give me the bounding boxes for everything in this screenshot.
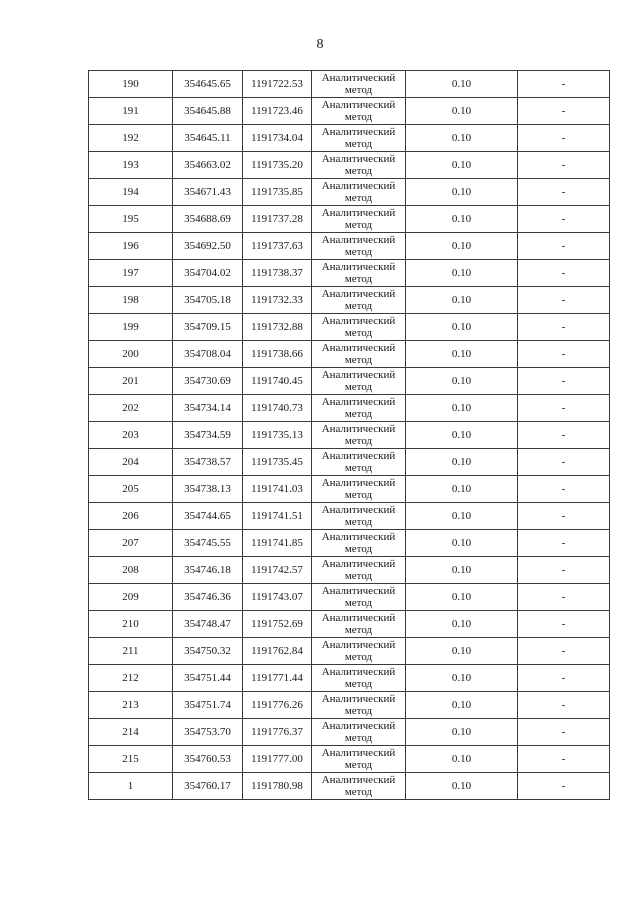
coordinate-x-cell: 354746.18 — [173, 557, 243, 584]
method-line-1: Аналитический — [321, 612, 396, 624]
method-line-2: метод — [344, 381, 373, 393]
method-line-2: метод — [344, 462, 373, 474]
note-cell: - — [518, 611, 610, 638]
coordinate-y-cell: 1191722.53 — [243, 71, 312, 98]
point-number-cell: 206 — [89, 503, 173, 530]
point-number-cell: 202 — [89, 395, 173, 422]
method-line-2: метод — [344, 84, 373, 96]
coordinate-y-cell: 1191777.00 — [243, 746, 312, 773]
note-cell: - — [518, 584, 610, 611]
method-line-1: Аналитический — [321, 288, 396, 300]
table-row — [89, 125, 610, 152]
coordinate-x-cell: 354730.69 — [173, 368, 243, 395]
accuracy-cell: 0.10 — [406, 692, 518, 719]
coordinate-x-cell: 354760.53 — [173, 746, 243, 773]
note-cell: - — [518, 152, 610, 179]
method-cell — [312, 773, 406, 800]
coordinate-x-cell: 354760.17 — [173, 773, 243, 800]
coordinate-x-cell: 354692.50 — [173, 233, 243, 260]
method-cell — [312, 206, 406, 233]
coordinate-y-cell: 1191740.45 — [243, 368, 312, 395]
method-cell — [312, 152, 406, 179]
method-line-2: метод — [344, 624, 373, 636]
note-cell: - — [518, 746, 610, 773]
coordinate-x-cell: 354734.14 — [173, 395, 243, 422]
method-cell — [312, 449, 406, 476]
method-line-1: Аналитический — [321, 369, 396, 381]
coordinate-y-cell: 1191743.07 — [243, 584, 312, 611]
method-cell — [312, 395, 406, 422]
accuracy-cell: 0.10 — [406, 314, 518, 341]
coordinate-y-cell: 1191735.20 — [243, 152, 312, 179]
table-row — [89, 638, 610, 665]
table-row — [89, 152, 610, 179]
accuracy-cell: 0.10 — [406, 179, 518, 206]
table-row — [89, 557, 610, 584]
accuracy-cell: 0.10 — [406, 260, 518, 287]
accuracy-cell: 0.10 — [406, 341, 518, 368]
coordinate-y-cell: 1191741.51 — [243, 503, 312, 530]
method-cell — [312, 314, 406, 341]
accuracy-cell: 0.10 — [406, 719, 518, 746]
method-cell — [312, 98, 406, 125]
method-line-1: Аналитический — [321, 99, 396, 111]
method-line-2: метод — [344, 597, 373, 609]
method-cell — [312, 71, 406, 98]
method-line-2: метод — [344, 543, 373, 555]
accuracy-cell: 0.10 — [406, 287, 518, 314]
accuracy-cell: 0.10 — [406, 773, 518, 800]
method-cell — [312, 179, 406, 206]
coordinate-x-cell: 354745.55 — [173, 530, 243, 557]
coordinate-y-cell: 1191742.57 — [243, 557, 312, 584]
table-row — [89, 449, 610, 476]
note-cell: - — [518, 341, 610, 368]
accuracy-cell: 0.10 — [406, 638, 518, 665]
point-number-cell: 199 — [89, 314, 173, 341]
method-line-2: метод — [344, 786, 373, 798]
method-line-1: Аналитический — [321, 315, 396, 327]
method-line-1: Аналитический — [321, 693, 396, 705]
table-row — [89, 341, 610, 368]
note-cell: - — [518, 368, 610, 395]
table-row — [89, 503, 610, 530]
method-line-1: Аналитический — [321, 261, 396, 273]
coordinate-x-cell: 354738.57 — [173, 449, 243, 476]
method-line-2: метод — [344, 516, 373, 528]
method-line-1: Аналитический — [321, 180, 396, 192]
method-cell — [312, 746, 406, 773]
table-row — [89, 71, 610, 98]
point-number-cell: 205 — [89, 476, 173, 503]
coordinate-x-cell: 354750.32 — [173, 638, 243, 665]
coordinate-y-cell: 1191762.84 — [243, 638, 312, 665]
method-line-2: метод — [344, 678, 373, 690]
method-line-2: метод — [344, 732, 373, 744]
method-line-2: метод — [344, 192, 373, 204]
accuracy-cell: 0.10 — [406, 206, 518, 233]
method-line-1: Аналитический — [321, 423, 396, 435]
method-line-2: метод — [344, 759, 373, 771]
method-cell — [312, 287, 406, 314]
method-line-2: метод — [344, 651, 373, 663]
accuracy-cell: 0.10 — [406, 476, 518, 503]
point-number-cell: 190 — [89, 71, 173, 98]
coordinate-x-cell: 354704.02 — [173, 260, 243, 287]
table-row — [89, 530, 610, 557]
method-line-2: метод — [344, 219, 373, 231]
accuracy-cell: 0.10 — [406, 584, 518, 611]
method-cell — [312, 557, 406, 584]
method-cell — [312, 341, 406, 368]
table-row — [89, 314, 610, 341]
coordinate-y-cell: 1191735.45 — [243, 449, 312, 476]
coordinate-x-cell: 354746.36 — [173, 584, 243, 611]
method-line-1: Аналитический — [321, 450, 396, 462]
coordinate-x-cell: 354645.88 — [173, 98, 243, 125]
point-number-cell: 210 — [89, 611, 173, 638]
table-row — [89, 773, 610, 800]
coordinate-x-cell: 354708.04 — [173, 341, 243, 368]
table-row — [89, 422, 610, 449]
coordinate-y-cell: 1191737.63 — [243, 233, 312, 260]
accuracy-cell: 0.10 — [406, 98, 518, 125]
method-cell — [312, 692, 406, 719]
method-line-1: Аналитический — [321, 504, 396, 516]
accuracy-cell: 0.10 — [406, 503, 518, 530]
point-number-cell: 207 — [89, 530, 173, 557]
method-line-2: метод — [344, 165, 373, 177]
accuracy-cell: 0.10 — [406, 152, 518, 179]
note-cell: - — [518, 449, 610, 476]
point-number-cell: 1 — [89, 773, 173, 800]
point-number-cell: 197 — [89, 260, 173, 287]
method-line-2: метод — [344, 489, 373, 501]
method-cell — [312, 719, 406, 746]
accuracy-cell: 0.10 — [406, 368, 518, 395]
point-number-cell: 201 — [89, 368, 173, 395]
method-line-1: Аналитический — [321, 531, 396, 543]
coordinate-x-cell: 354705.18 — [173, 287, 243, 314]
note-cell: - — [518, 71, 610, 98]
point-number-cell: 213 — [89, 692, 173, 719]
point-number-cell: 204 — [89, 449, 173, 476]
coordinate-x-cell: 354751.44 — [173, 665, 243, 692]
point-number-cell: 195 — [89, 206, 173, 233]
point-number-cell: 193 — [89, 152, 173, 179]
method-line-1: Аналитический — [321, 126, 396, 138]
note-cell: - — [518, 395, 610, 422]
table-row — [89, 476, 610, 503]
note-cell: - — [518, 503, 610, 530]
method-line-1: Аналитический — [321, 747, 396, 759]
coordinate-y-cell: 1191776.26 — [243, 692, 312, 719]
method-line-2: метод — [344, 435, 373, 447]
method-line-2: метод — [344, 705, 373, 717]
method-line-2: метод — [344, 354, 373, 366]
accuracy-cell: 0.10 — [406, 449, 518, 476]
method-line-1: Аналитический — [321, 720, 396, 732]
coordinate-x-cell: 354663.02 — [173, 152, 243, 179]
accuracy-cell: 0.10 — [406, 125, 518, 152]
method-cell — [312, 422, 406, 449]
note-cell: - — [518, 665, 610, 692]
coordinate-x-cell: 354748.47 — [173, 611, 243, 638]
method-line-1: Аналитический — [321, 585, 396, 597]
method-line-1: Аналитический — [321, 234, 396, 246]
accuracy-cell: 0.10 — [406, 530, 518, 557]
accuracy-cell: 0.10 — [406, 557, 518, 584]
note-cell: - — [518, 98, 610, 125]
method-line-1: Аналитический — [321, 396, 396, 408]
method-cell — [312, 233, 406, 260]
coordinate-y-cell: 1191732.33 — [243, 287, 312, 314]
table-row — [89, 98, 610, 125]
table-row — [89, 260, 610, 287]
coordinate-y-cell: 1191738.66 — [243, 341, 312, 368]
point-number-cell: 198 — [89, 287, 173, 314]
table-row — [89, 611, 610, 638]
coordinate-y-cell: 1191741.03 — [243, 476, 312, 503]
coordinate-y-cell: 1191737.28 — [243, 206, 312, 233]
coordinate-x-cell: 354734.59 — [173, 422, 243, 449]
point-number-cell: 209 — [89, 584, 173, 611]
method-line-2: метод — [344, 327, 373, 339]
coordinate-x-cell: 354671.43 — [173, 179, 243, 206]
method-line-1: Аналитический — [321, 342, 396, 354]
method-cell — [312, 611, 406, 638]
table-row — [89, 179, 610, 206]
coordinate-y-cell: 1191780.98 — [243, 773, 312, 800]
coordinate-y-cell: 1191732.88 — [243, 314, 312, 341]
method-line-1: Аналитический — [321, 477, 396, 489]
method-line-2: метод — [344, 138, 373, 150]
table-row — [89, 746, 610, 773]
method-line-1: Аналитический — [321, 558, 396, 570]
method-line-2: метод — [344, 408, 373, 420]
note-cell: - — [518, 773, 610, 800]
coordinate-y-cell: 1191735.85 — [243, 179, 312, 206]
coordinate-y-cell: 1191738.37 — [243, 260, 312, 287]
coordinate-y-cell: 1191752.69 — [243, 611, 312, 638]
accuracy-cell: 0.10 — [406, 233, 518, 260]
table-row — [89, 719, 610, 746]
method-line-1: Аналитический — [321, 153, 396, 165]
method-cell — [312, 125, 406, 152]
point-number-cell: 192 — [89, 125, 173, 152]
method-cell — [312, 503, 406, 530]
coordinate-x-cell: 354744.65 — [173, 503, 243, 530]
point-number-cell: 194 — [89, 179, 173, 206]
method-cell — [312, 584, 406, 611]
coordinate-x-cell: 354645.65 — [173, 71, 243, 98]
table-row — [89, 206, 610, 233]
method-line-1: Аналитический — [321, 666, 396, 678]
coordinate-y-cell: 1191723.46 — [243, 98, 312, 125]
note-cell: - — [518, 287, 610, 314]
note-cell: - — [518, 719, 610, 746]
point-number-cell: 191 — [89, 98, 173, 125]
method-line-2: метод — [344, 273, 373, 285]
point-number-cell: 215 — [89, 746, 173, 773]
table-row — [89, 368, 610, 395]
point-number-cell: 208 — [89, 557, 173, 584]
note-cell: - — [518, 530, 610, 557]
table-row — [89, 233, 610, 260]
note-cell: - — [518, 206, 610, 233]
accuracy-cell: 0.10 — [406, 746, 518, 773]
coordinate-y-cell: 1191741.85 — [243, 530, 312, 557]
accuracy-cell: 0.10 — [406, 395, 518, 422]
coordinate-x-cell: 354751.74 — [173, 692, 243, 719]
method-line-2: метод — [344, 570, 373, 582]
point-number-cell: 203 — [89, 422, 173, 449]
table-row — [89, 584, 610, 611]
note-cell: - — [518, 557, 610, 584]
point-number-cell: 214 — [89, 719, 173, 746]
method-line-1: Аналитический — [321, 639, 396, 651]
coordinate-y-cell: 1191740.73 — [243, 395, 312, 422]
note-cell: - — [518, 125, 610, 152]
coordinate-y-cell: 1191734.04 — [243, 125, 312, 152]
note-cell: - — [518, 233, 610, 260]
coordinates-table-body — [89, 71, 610, 800]
note-cell: - — [518, 476, 610, 503]
coordinate-x-cell: 354753.70 — [173, 719, 243, 746]
method-line-2: метод — [344, 300, 373, 312]
point-number-cell: 200 — [89, 341, 173, 368]
table-row — [89, 287, 610, 314]
method-cell — [312, 638, 406, 665]
coordinate-y-cell: 1191771.44 — [243, 665, 312, 692]
table-row — [89, 692, 610, 719]
table-row — [89, 665, 610, 692]
method-cell — [312, 368, 406, 395]
method-line-1: Аналитический — [321, 72, 396, 84]
method-line-2: метод — [344, 246, 373, 258]
accuracy-cell: 0.10 — [406, 611, 518, 638]
coordinate-x-cell: 354709.15 — [173, 314, 243, 341]
coordinate-y-cell: 1191776.37 — [243, 719, 312, 746]
method-cell — [312, 665, 406, 692]
coordinate-y-cell: 1191735.13 — [243, 422, 312, 449]
method-line-1: Аналитический — [321, 207, 396, 219]
point-number-cell: 211 — [89, 638, 173, 665]
method-line-1: Аналитический — [321, 774, 396, 786]
coordinate-x-cell: 354645.11 — [173, 125, 243, 152]
note-cell: - — [518, 179, 610, 206]
note-cell: - — [518, 638, 610, 665]
method-cell — [312, 530, 406, 557]
note-cell: - — [518, 314, 610, 341]
coordinate-x-cell: 354738.13 — [173, 476, 243, 503]
method-cell — [312, 260, 406, 287]
accuracy-cell: 0.10 — [406, 71, 518, 98]
accuracy-cell: 0.10 — [406, 665, 518, 692]
note-cell: - — [518, 422, 610, 449]
coordinate-x-cell: 354688.69 — [173, 206, 243, 233]
point-number-cell: 212 — [89, 665, 173, 692]
method-line-2: метод — [344, 111, 373, 123]
coordinates-table — [88, 70, 610, 800]
note-cell: - — [518, 260, 610, 287]
accuracy-cell: 0.10 — [406, 422, 518, 449]
point-number-cell: 196 — [89, 233, 173, 260]
table-row — [89, 395, 610, 422]
method-cell — [312, 476, 406, 503]
note-cell: - — [518, 692, 610, 719]
page-number: 8 — [316, 37, 324, 52]
